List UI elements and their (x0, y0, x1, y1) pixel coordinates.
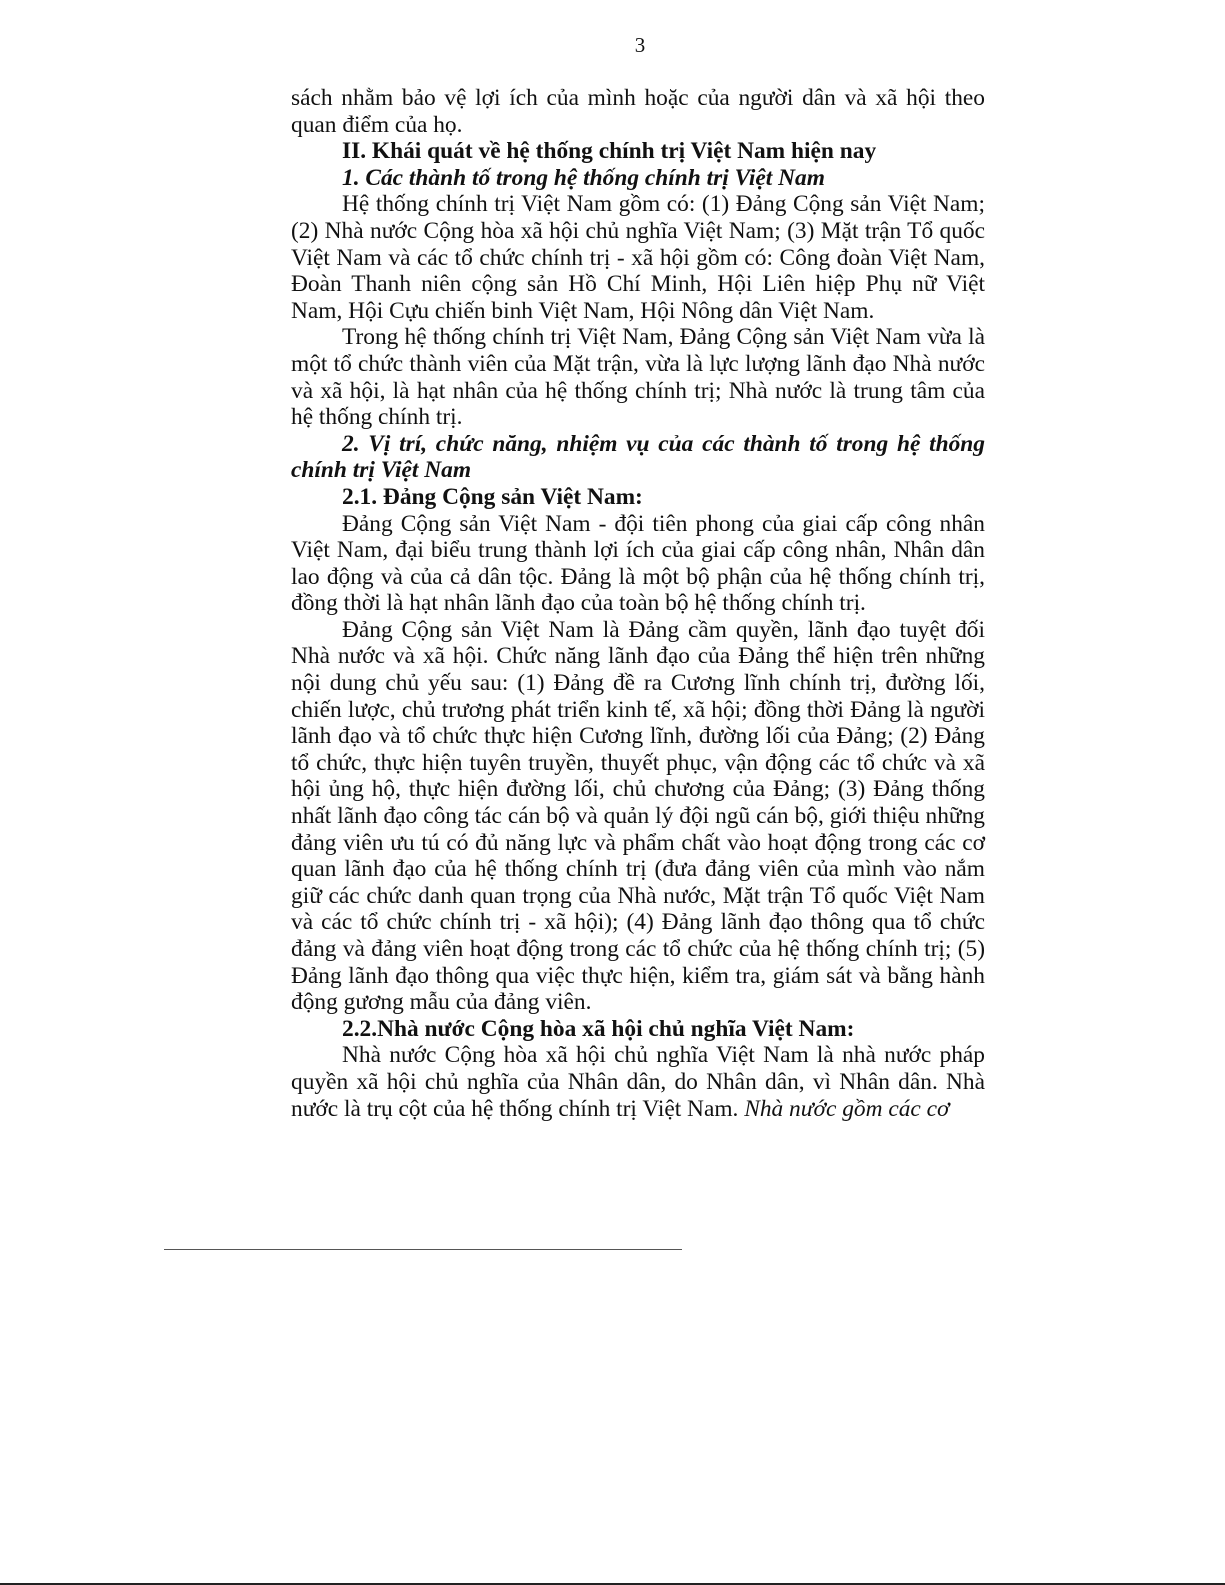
item-2-2-paragraph-1-regular: Nhà nước Cộng hòa xã hội chủ nghĩa Việt Nam là nhà nước pháp quyền xã hội chủ nghĩa của Nhân dân, do Nhân dân, vì Nhân dân. Nhà nước là trụ cột của hệ thống chính trị Việt Nam. (291, 1042, 985, 1122)
item-2-1-heading: 2.1. Đảng Cộng sản Việt Nam: (342, 483, 643, 510)
item-2-1-paragraph-2: Đảng Cộng sản Việt Nam là Đảng cầm quyền, lãnh đạo tuyệt đối Nhà nước và xã hội. Chức năng lãnh đạo của Đảng thể hiện trên những nội dung chủ yếu sau: (1) Đảng đề ra Cương lĩnh chính trị, đường lối, chiến lược, chủ trương phát triển kinh tế, xã hội; đồng thời Đảng là người lãnh đạo và tổ chức thực hiện Cương lĩnh, đường lối của Đảng; (2) Đảng tổ chức, thực hiện tuyên truyền, thuyết phục, vận động các tổ chức và xã hội ủng hộ, thực hiện đường lối, chủ chương của Đảng; (3) Đảng thống nhất lãnh đạo công tác cán bộ và quản lý đội ngũ cán bộ, giới thiệu những đảng viên ưu tú có đủ năng lực và phẩm chất vào hoạt động trong các cơ quan lãnh đạo của hệ thống chính trị (đưa đảng viên của mình vào nắm giữ các chức danh quan trọng của Nhà nước, Mặt trận Tổ quốc Việt Nam và các tổ chức chính trị - xã hội); (4) Đảng lãnh đạo thông qua tổ chức đảng và đảng viên hoạt động trong các tổ chức của hệ thống chính trị; (5) Đảng lãnh đạo thông qua việc thực hiện, kiểm tra, giám sát và bằng hành động gương mẫu của đảng viên. (291, 616, 985, 1016)
item-2-1-paragraph-1: Đảng Cộng sản Việt Nam - đội tiên phong của giai cấp công nhân Việt Nam, đại biểu trung thành lợi ích của giai cấp công nhân, Nhân dân lao động và của cả dân tộc. Đảng là một bộ phận của hệ thống chính trị, đồng thời là hạt nhân lãnh đạo của toàn bộ hệ thống chính trị. (291, 510, 985, 617)
item-2-2-paragraph-1-italic: Nhà nước gồm các cơ (744, 1095, 950, 1122)
continued-paragraph: sách nhằm bảo vệ lợi ích của mình hoặc của người dân và xã hội theo quan điểm của họ. (291, 85, 985, 138)
section-heading: II. Khái quát về hệ thống chính trị Việt Nam hiện nay (342, 138, 877, 165)
subsection-1-heading: 1. Các thành tố trong hệ thống chính trị Việt Nam (342, 164, 825, 191)
subsection-2-heading: 2. Vị trí, chức năng, nhiệm vụ của các thành tố trong hệ thống chính trị Việt Nam (291, 430, 985, 484)
document-body (291, 85, 985, 1122)
page-number: 3 (634, 33, 646, 57)
item-2-2-heading: 2.2.Nhà nước Cộng hòa xã hội chủ nghĩa Việt Nam: (342, 1015, 855, 1042)
subsection-1-paragraph-1: Hệ thống chính trị Việt Nam gồm có: (1) Đảng Cộng sản Việt Nam; (2) Nhà nước Cộng hòa xã hội chủ nghĩa Việt Nam; (3) Mặt trận Tổ quốc Việt Nam và các tổ chức chính trị - xã hội gồm có: Công đoàn Việt Nam, Đoàn Thanh niên cộng sản Hồ Chí Minh, Hội Liên hiệp Phụ nữ Việt Nam, Hội Cựu chiến binh Việt Nam, Hội Nông dân Việt Nam. (291, 191, 985, 324)
item-2-2-paragraph-1 (291, 1042, 985, 1122)
subsection-1-paragraph-2: Trong hệ thống chính trị Việt Nam, Đảng Cộng sản Việt Nam vừa là một tổ chức thành viên của Mặt trận, vừa là lực lượng lãnh đạo Nhà nước và xã hội, là hạt nhân của hệ thống chính trị; Nhà nước là trung tâm của hệ thống chính trị. (291, 324, 985, 431)
footnote-separator (164, 1249, 682, 1250)
